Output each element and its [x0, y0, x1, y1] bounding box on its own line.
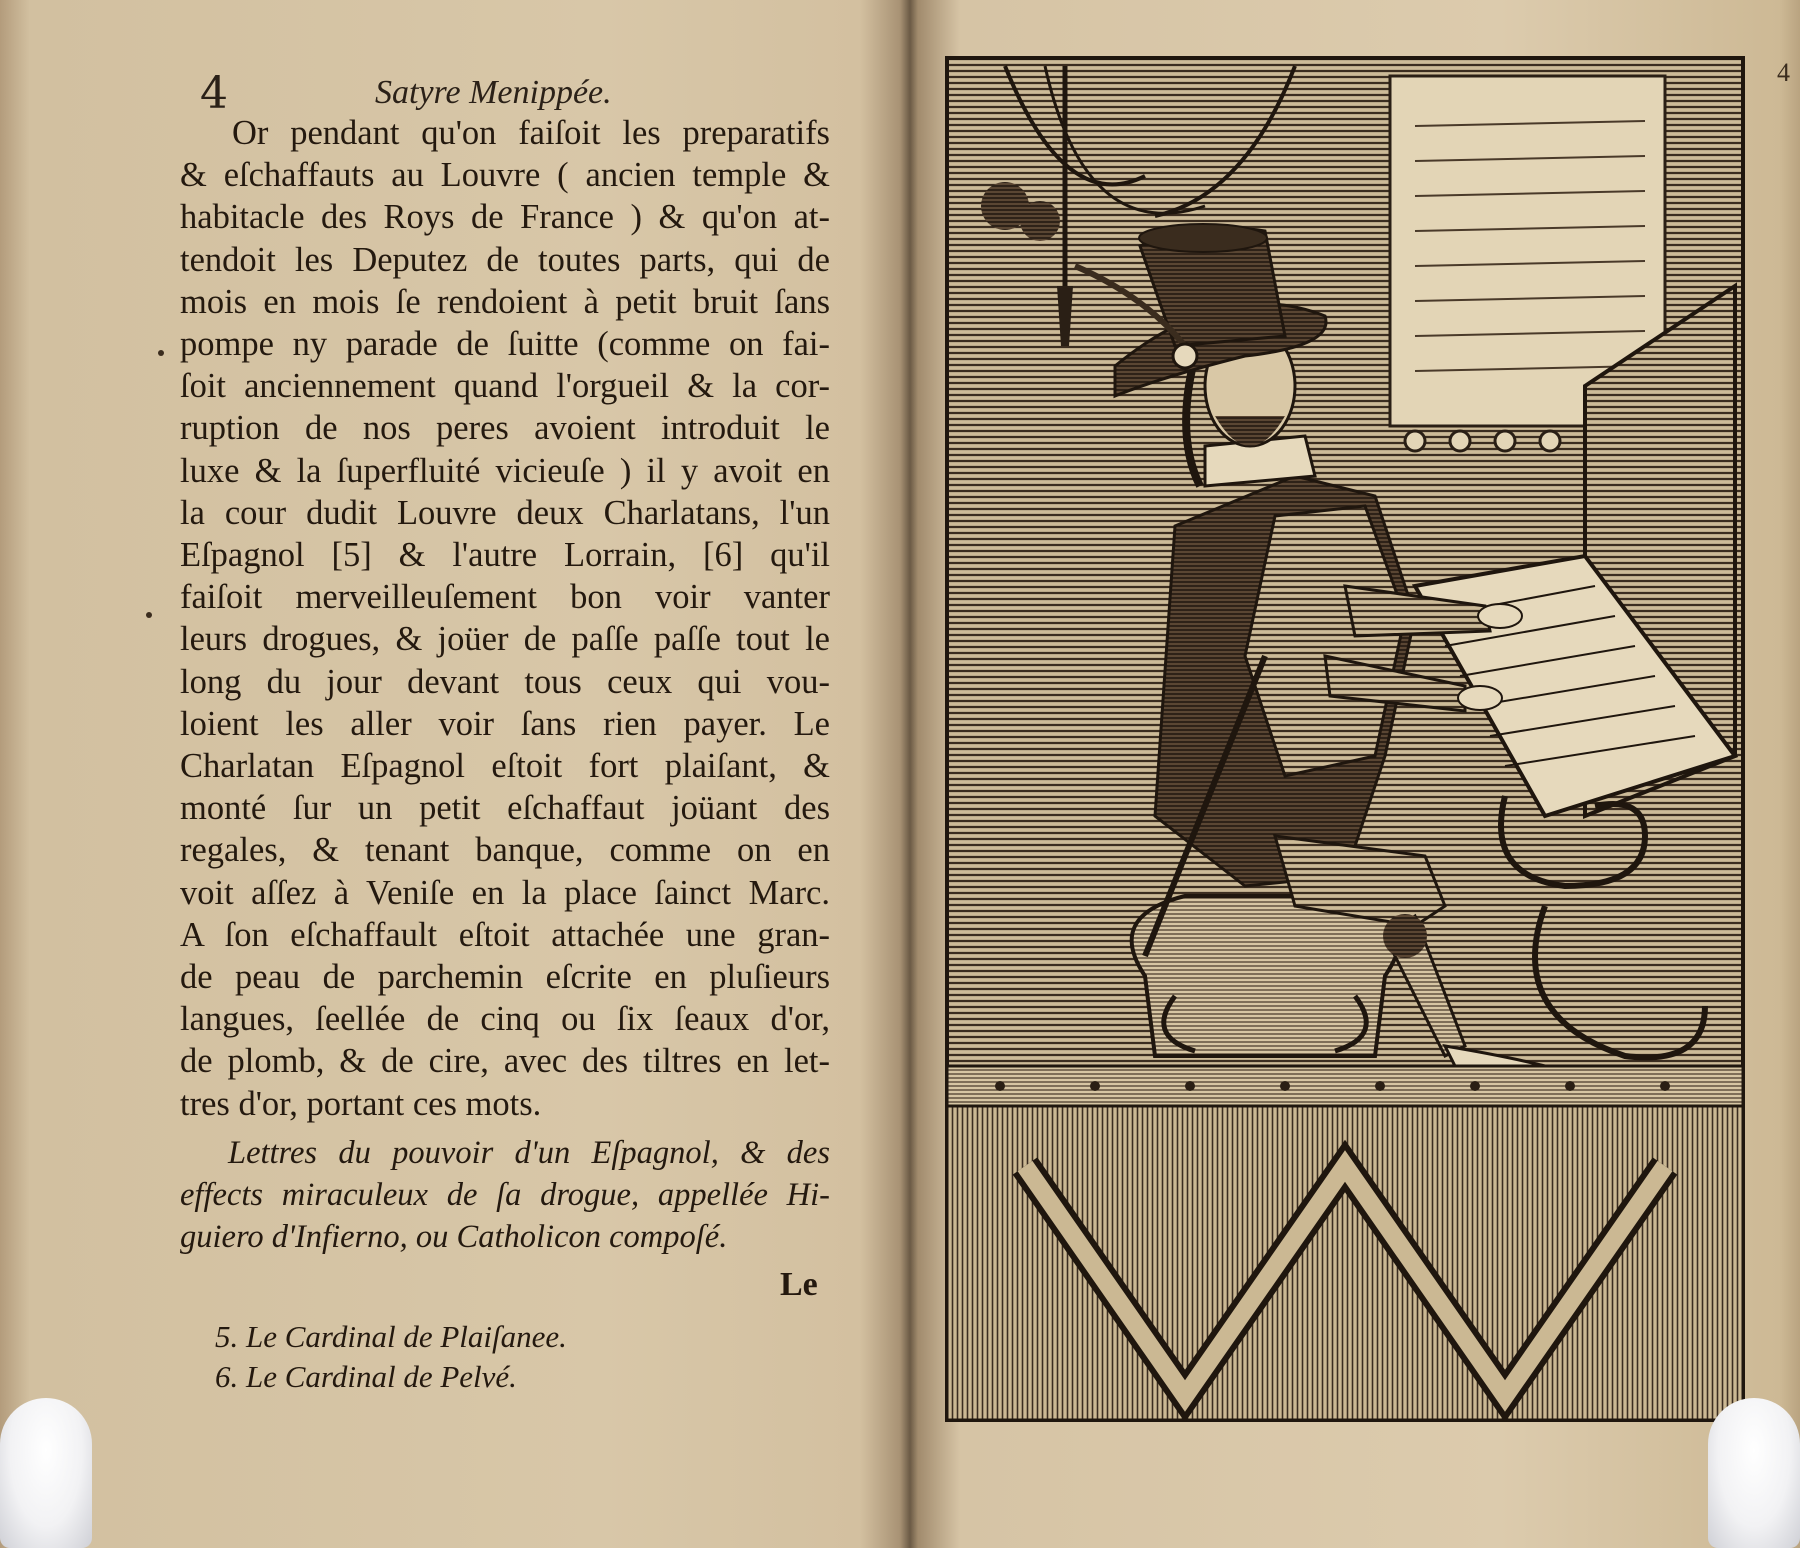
body-text	[180, 112, 830, 1125]
text-line: mois en mois ſe rendoient à petit bruit ſans	[180, 282, 830, 321]
text-line: & eſchaffauts au Louvre ( ancien temple &	[180, 156, 830, 195]
engraving-charlatan-at-organ-icon	[945, 56, 1745, 1422]
text-line: ruption de nos peres avoient introduit le	[180, 409, 830, 448]
footnote: 5. Le Cardinal de Plaiſanee.	[215, 1319, 567, 1354]
text-line: pompe ny parade de ſuitte (comme on fai-	[180, 325, 830, 364]
text-line: leurs drogues, & joüer de paſſe paſſe tout le	[180, 620, 830, 659]
margin-mark	[146, 612, 152, 618]
text-line: la cour dudit Louvre deux Charlatans, l'un	[180, 493, 830, 532]
catchword: Le	[780, 1266, 818, 1303]
text-line: voit aſſez à Veniſe en la place ſainct Marc.	[180, 873, 830, 912]
text-line: de peau de parchemin eſcrite en pluſieurs	[180, 958, 830, 997]
text-line: A ſon eſchaffault eſtoit attachée une gran-	[180, 915, 830, 954]
text-line: regales, & tenant banque, comme on en	[180, 831, 830, 870]
running-title: Satyre Menippée.	[375, 74, 612, 111]
text-line: ſoit anciennement quand l'orgueil & la cor-	[180, 367, 830, 406]
footnotes	[215, 1317, 567, 1397]
footnote: 6. Le Cardinal de Pelvé.	[215, 1359, 517, 1394]
italic-line: effects miraculeux de ſa drogue, appellée Hi-	[180, 1177, 830, 1213]
text-line: tendoit les Deputez de toutes parts, qui de	[180, 240, 830, 279]
margin-mark	[158, 350, 164, 356]
text-line: langues, ſeellée de cinq ou ſix ſeaux d'or,	[180, 1000, 830, 1039]
book-support-right	[1708, 1398, 1800, 1548]
text-line: Charlatan Eſpagnol eſtoit fort plaiſant, &	[180, 747, 830, 786]
text-line: Or pendant qu'on faiſoit les preparatifs	[232, 114, 830, 152]
text-line: loient les aller voir ſans rien payer. Le	[180, 704, 830, 743]
text-line: de plomb, & de cire, avec des tiltres en let-	[180, 1042, 830, 1081]
text-line: long du jour devant tous ceux qui vou-	[180, 662, 830, 701]
text-line: tres d'or, portant ces mots.	[180, 1084, 542, 1123]
text-line: faiſoit merveilleuſement bon voir vanter	[180, 578, 830, 617]
page-number-left: 4	[200, 68, 228, 119]
right-page	[912, 0, 1800, 1548]
book-support-left	[0, 1398, 92, 1548]
page-number-right: 4	[1777, 58, 1790, 87]
text-line: habitacle des Roys de France ) & qu'on at-	[180, 198, 830, 237]
italic-line: Lettres du pouvoir d'un Eſpagnol, & des	[228, 1135, 830, 1171]
italic-line: guiero d'Infierno, ou Catholicon compoſé.	[180, 1219, 728, 1255]
text-line: Eſpagnol [5] & l'autre Lorrain, [6] qu'il	[180, 536, 830, 575]
text-line: luxe & la ſuperfluité vicieuſe ) il y avoit en	[180, 451, 830, 490]
italic-heading	[180, 1132, 830, 1258]
text-line: monté ſur un petit eſchaffaut joüant des	[180, 789, 830, 828]
